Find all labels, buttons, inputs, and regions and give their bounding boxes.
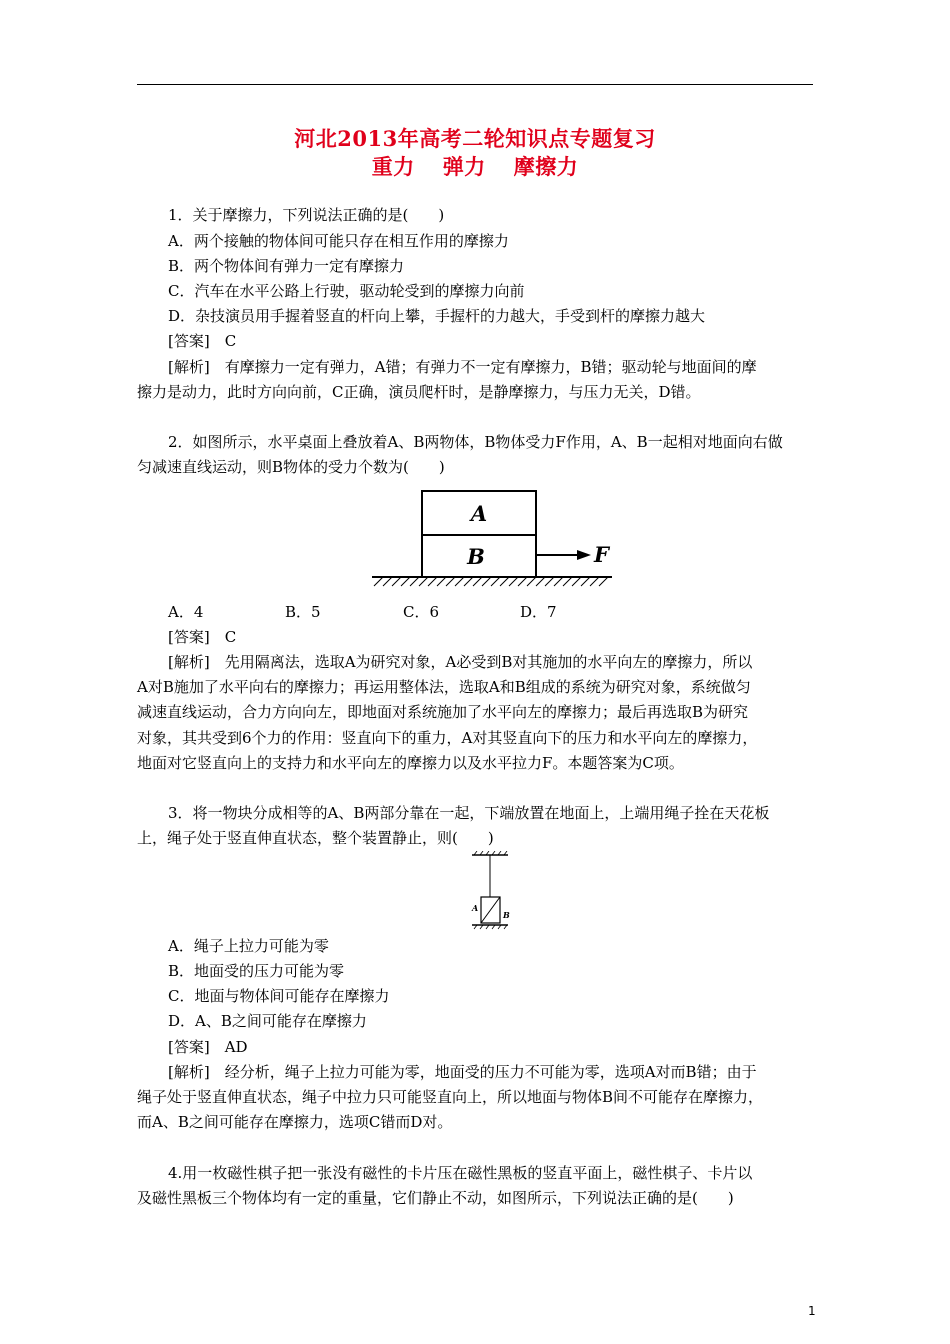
q2-option: A．4 (168, 603, 204, 621)
stacked-blocks-figure (370, 486, 620, 590)
q1-option: D．杂技演员用手握着竖直的杆向上攀，手握杆的力越大，手受到杆的摩擦力越大 (168, 307, 706, 325)
q1-analysis: [解析] 有摩擦力一定有弹力，A错；有弹力不一定有摩擦力，B错；驱动轮与地面间的摩 (168, 358, 757, 376)
q1-option: A．两个接触的物体间可能只存在相互作用的摩擦力 (168, 232, 509, 250)
q3-option: C．地面与物体间可能存在摩擦力 (168, 987, 390, 1005)
q1-option: C．汽车在水平公路上行驶，驱动轮受到的摩擦力向前 (168, 282, 525, 300)
q1-option: B．两个物体间有弹力一定有摩擦力 (168, 257, 405, 275)
q3-option: A．绳子上拉力可能为零 (168, 937, 329, 955)
q2-analysis: 减速直线运动，合力方向向左，即地面对系统施加了水平向左的摩擦力；最后再选取B为研究 (137, 703, 749, 721)
q3-answer: [答案] AD (168, 1038, 248, 1056)
page-subtitle (0, 151, 950, 181)
ground-hatching (374, 577, 608, 586)
q2-stem: 2．如图所示，水平桌面上叠放着A、B两物体，B物体受力F作用，A、B一起相对地面向右做 (168, 433, 783, 451)
block-b-label: B (467, 544, 485, 569)
hanging-block-figure (466, 851, 516, 931)
q1-analysis: 擦力是动力，此时方向向前，C正确，演员爬杆时，是静摩擦力，与压力无关，D错。 (137, 383, 701, 401)
q3-analysis: 而A、B之间可能存在摩擦力，选项C错而D对。 (137, 1113, 453, 1131)
page-title: 河北2013年高考二轮知识点专题复习 (294, 126, 656, 151)
label-a: A (472, 903, 479, 913)
subtitle-part: 弹力 (442, 154, 486, 179)
q3-option: D．A、B之间可能存在摩擦力 (168, 1012, 367, 1030)
page-number: 1 (808, 1304, 816, 1318)
q2-option: D．7 (520, 603, 557, 621)
subtitle-part: 重力 (371, 154, 415, 179)
q4-stem: 及磁性黑板三个物体均有一定的重量，它们静止不动，如图所示，下列说法正确的是( ) (137, 1189, 734, 1207)
split-line (481, 897, 500, 923)
label-b: B (503, 910, 510, 920)
q2-stem: 匀减速直线运动，则B物体的受力个数为( ) (137, 458, 445, 476)
q3-stem: 3．将一物块分成相等的A、B两部分靠在一起，下端放置在地面上，上端用绳子拴在天花板 (168, 804, 770, 822)
q2-answer: [答案] C (168, 628, 237, 646)
q3-analysis: [解析] 经分析，绳子上拉力可能为零，地面受的压力不可能为零，选项A对而B错；由于 (168, 1063, 757, 1081)
header-rule (137, 84, 813, 85)
q3-stem: 上，绳子处于竖直伸直状态，整个装置静止，则( ) (137, 829, 494, 847)
q2-option: C．6 (403, 603, 440, 621)
q1-answer: [答案] C (168, 332, 237, 350)
q2-analysis: [解析] 先用隔离法，选取A为研究对象，A必受到B对其施加的水平向左的摩擦力，所以 (168, 653, 753, 671)
force-label: F (594, 542, 609, 567)
q1-stem: 1．关于摩擦力，下列说法正确的是( ) (168, 206, 445, 224)
q2-option: B．5 (285, 603, 321, 621)
q4-stem: 4.用一枚磁性棋子把一张没有磁性的卡片压在磁性黑板的竖直平面上，磁性棋子、卡片以 (168, 1164, 753, 1182)
force-arrow-head (577, 550, 591, 560)
block-a-label: A (470, 501, 488, 526)
q3-option: B．地面受的压力可能为零 (168, 962, 345, 980)
q2-analysis: 地面对它竖直向上的支持力和水平向左的摩擦力以及水平拉力F。本题答案为C项。 (137, 754, 684, 772)
subtitle-part: 摩擦力 (513, 154, 579, 179)
q2-analysis: 对象，其共受到6个力的作用：竖直向下的重力，A对其竖直向下的压力和水平向左的摩擦力， (137, 729, 758, 747)
q3-analysis: 绳子处于竖直伸直状态，绳子中拉力只可能竖直向上，所以地面与物体B间不可能存在摩擦力， (137, 1088, 764, 1106)
q2-analysis: A对B施加了水平向右的摩擦力；再运用整体法，选取A和B组成的系统为研究对象，系统做匀 (137, 678, 751, 696)
